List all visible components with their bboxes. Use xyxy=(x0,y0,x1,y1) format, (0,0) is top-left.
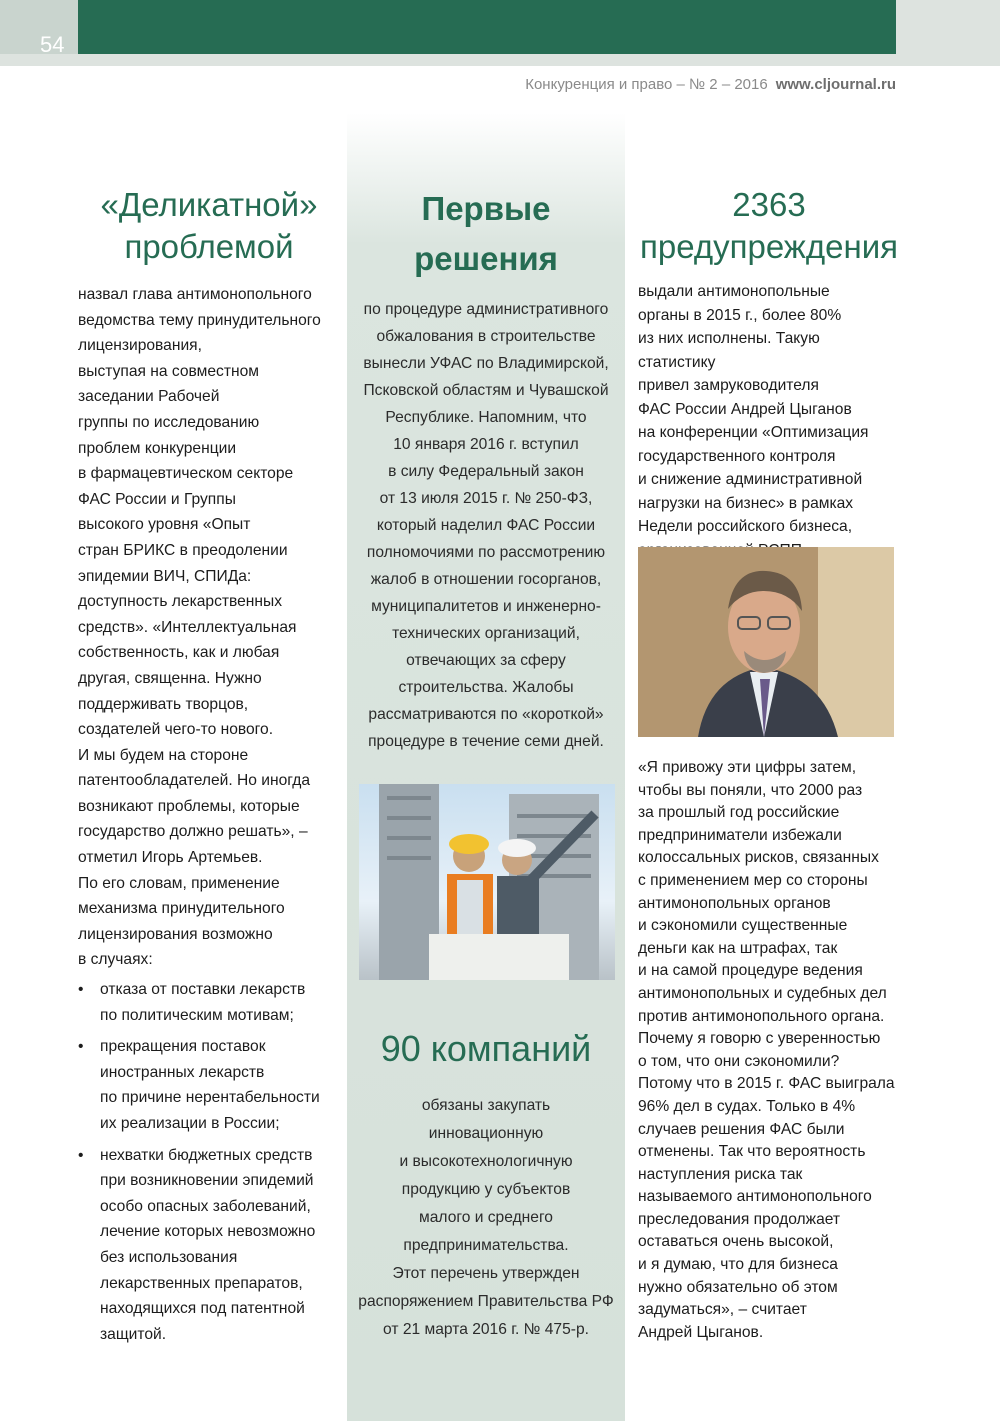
text-line: от 21 марта 2016 г. № 475-р. xyxy=(383,1321,589,1338)
text-line: выступая на совместном xyxy=(78,362,260,380)
text-line: ведомства тему принудительного xyxy=(78,311,321,329)
text-line: вынесли УФАС по Владимирской, xyxy=(363,355,609,372)
bullet-glyph: • xyxy=(78,1146,84,1164)
page-number: 54 xyxy=(40,32,65,57)
text-line: создателей чего-то нового. xyxy=(78,721,274,739)
companies-paragraph xyxy=(353,1092,619,1344)
text-line: проблем конкуренции xyxy=(78,439,237,457)
text-line: деньги как на штрафах, так xyxy=(638,939,838,957)
portrait-photo xyxy=(638,547,894,737)
text-line: муниципалитетов и инженерно- xyxy=(371,598,601,615)
text-line: ФАС России Андрей Цыганов xyxy=(638,400,852,418)
text-line: антимонопольных органов xyxy=(638,894,831,912)
portrait-illustration xyxy=(638,547,894,737)
left-paragraph xyxy=(78,282,340,973)
text-line: выдали антимонопольные xyxy=(638,283,830,300)
text-line: группы по исследованию xyxy=(78,413,260,431)
text-line: особо опасных заболеваний, xyxy=(100,1197,311,1215)
text-line: и высокотехнологичную xyxy=(399,1153,573,1170)
text-line: другая, священна. Нужно xyxy=(78,669,262,687)
text-line: без использования xyxy=(100,1248,238,1266)
right-heading-line: 2363 xyxy=(732,186,806,223)
text-line: на конференции «Оптимизация xyxy=(638,424,869,441)
bullet-list xyxy=(78,977,340,1347)
journal-site: www.cljournal.ru xyxy=(775,76,896,93)
right-quote xyxy=(638,757,900,1344)
text-line: Псковской областям и Чувашской xyxy=(363,382,609,399)
text-line: средств». «Интеллектуальная xyxy=(78,618,297,636)
text-line: жалоб в отношении госорганов, xyxy=(370,571,602,588)
text-line: механизма принудительного xyxy=(78,900,285,918)
text-line: патентообладателей. Но иногда xyxy=(78,772,311,790)
text-line: чтобы вы поняли, что 2000 раз xyxy=(638,781,863,799)
text-line: отказа от поставки лекарств xyxy=(100,981,306,999)
text-line: 96% дел в судах. Только в 4% xyxy=(638,1097,856,1115)
text-line: их реализации в России; xyxy=(100,1115,280,1132)
right-heading xyxy=(638,184,900,268)
text-line: лечение которых невозможно xyxy=(100,1223,316,1241)
text-line: процедуре в течение семи дней. xyxy=(368,733,604,750)
text-line: защитой. xyxy=(100,1325,167,1343)
text-line: в фармацевтическом секторе xyxy=(78,465,294,483)
construction-photo xyxy=(359,784,615,980)
text-line: иностранных лекарств xyxy=(100,1063,265,1081)
text-line: в силу Федеральный закон xyxy=(388,463,584,480)
text-line: нагрузки на бизнес» в рамках xyxy=(638,494,854,512)
text-line: Республике. Напомним, что xyxy=(385,409,587,426)
header-band-left xyxy=(0,0,78,54)
construction-illustration xyxy=(359,784,615,980)
text-line: государство должно решать», – xyxy=(78,823,308,841)
text-line: нехватки бюджетных средств xyxy=(100,1146,313,1164)
bullet-glyph: • xyxy=(78,981,84,999)
text-line: привел замруководителя xyxy=(638,377,819,394)
text-line: «Я привожу эти цифры затем, xyxy=(638,759,857,776)
text-line: Почему я говорю с уверенностью xyxy=(638,1030,881,1048)
right-heading-line: предупреждения xyxy=(639,228,899,265)
text-line: И мы будем на стороне xyxy=(78,746,249,764)
text-line: Этот перечень утвержден xyxy=(392,1265,580,1282)
text-line: отменены. Так что вероятность xyxy=(638,1143,866,1161)
middle-heading-line: решения xyxy=(414,240,558,277)
text-line: ФАС России и Группы xyxy=(78,490,236,508)
text-line: при возникновении эпидемий xyxy=(100,1172,314,1190)
journal-issue: Конкуренция и право – № 2 – 2016 xyxy=(525,76,768,93)
quote-paragraph xyxy=(638,757,900,1344)
text-line: собственность, как и любая xyxy=(78,644,280,662)
text-line: 10 января 2016 г. вступил xyxy=(393,436,579,453)
text-line: отвечающих за сферу xyxy=(406,652,566,669)
text-line: Потому что в 2015 г. ФАС выиграла xyxy=(638,1075,895,1093)
left-heading-line: проблемой xyxy=(124,228,294,265)
text-line: поддерживать творцов, xyxy=(78,695,249,713)
middle-heading-line: Первые xyxy=(421,190,551,227)
text-line: органы в 2015 г., более 80% xyxy=(638,306,842,324)
text-line: от 13 июля 2015 г. № 250-ФЗ, xyxy=(379,490,593,507)
header-band-dark xyxy=(78,0,896,54)
text-line: и на самой процедуре ведения xyxy=(638,962,863,980)
text-line: находящихся под патентной xyxy=(100,1300,305,1318)
middle-paragraph xyxy=(353,296,619,755)
text-line: технических организаций, xyxy=(392,625,580,642)
text-line: обжалования в строительстве xyxy=(376,328,596,345)
text-line: колоссальных рисков, связанных xyxy=(638,849,879,867)
text-line: о том, что они сэкономили? xyxy=(638,1052,840,1070)
text-line: который наделил ФАС России xyxy=(376,517,596,534)
middle-column xyxy=(353,184,619,755)
text-line: по причине нерентабельности xyxy=(100,1089,320,1107)
text-line: за прошлый год российские xyxy=(638,804,840,822)
text-line: заседании Рабочей xyxy=(78,388,220,406)
text-line: продукцию у субъектов xyxy=(401,1181,571,1198)
text-line: с применением мер со стороны xyxy=(638,871,868,889)
text-line: полномочиями по рассмотрению xyxy=(366,544,606,561)
text-line: рассматриваются по «короткой» xyxy=(368,706,604,723)
text-line: нужно обязательно об этом xyxy=(638,1278,838,1296)
text-line: По его словам, применение xyxy=(78,874,280,892)
text-line: наступления риска так xyxy=(638,1165,803,1183)
bullet-item xyxy=(78,1034,340,1136)
text-line: прекращения поставок xyxy=(100,1038,266,1056)
text-line: доступность лекарственных xyxy=(78,593,283,611)
running-header xyxy=(525,76,896,93)
text-line: случаев решения ФАС были xyxy=(638,1120,845,1138)
text-line: задуматься», – считает xyxy=(638,1301,807,1319)
text-line: лицензирования возможно xyxy=(78,925,273,943)
text-line: называемого антимонопольного xyxy=(638,1188,872,1206)
bullet-glyph: • xyxy=(78,1038,84,1056)
text-line: Недели российского бизнеса, xyxy=(638,518,853,535)
left-heading xyxy=(78,184,340,268)
text-line: по процедуре административного xyxy=(363,301,609,318)
text-line: Андрей Цыганов. xyxy=(638,1323,764,1341)
text-line: и я думаю, что для бизнеса xyxy=(638,1256,838,1274)
text-line: назвал глава антимонопольного xyxy=(78,286,312,303)
text-line: против антимонопольного органа. xyxy=(638,1007,885,1025)
text-line: возникают проблемы, которые xyxy=(78,797,300,815)
right-column xyxy=(638,184,900,562)
text-line: высокого уровня «Опыт xyxy=(78,516,251,534)
text-line: оставаться очень высокой, xyxy=(638,1233,834,1251)
middle-heading xyxy=(353,184,619,284)
text-line: государственного контроля xyxy=(638,447,836,465)
middle-column-lower xyxy=(353,1028,619,1344)
text-line: из них исполнены. Такую статистику xyxy=(638,330,820,371)
text-line: преследования продолжает xyxy=(638,1210,841,1228)
text-line: эпидемии ВИЧ, СПИДа: xyxy=(78,567,252,585)
bullet-item xyxy=(78,977,340,1028)
left-heading-line: «Деликатной» xyxy=(100,186,318,223)
text-line: лицензирования, xyxy=(78,337,202,355)
text-line: распоряжением Правительства РФ xyxy=(358,1293,614,1310)
left-column xyxy=(78,184,340,1353)
text-line: в случаях: xyxy=(78,951,153,969)
companies-heading: 90 компаний xyxy=(380,1028,592,1069)
text-line: по политическим мотивам; xyxy=(100,1006,294,1024)
text-line: стран БРИКС в преодолении xyxy=(78,541,288,559)
text-line: инновационную xyxy=(428,1125,544,1142)
right-paragraph xyxy=(638,280,900,562)
text-line: предпринимательства. xyxy=(403,1237,569,1254)
text-line: строительства. Жалобы xyxy=(398,679,574,696)
text-line: обязаны закупать xyxy=(421,1097,551,1114)
text-line: малого и среднего xyxy=(419,1209,553,1226)
text-line: предприниматели избежали xyxy=(638,826,842,844)
text-line: отметил Игорь Артемьев. xyxy=(78,849,263,867)
text-line: и сэкономили существенные xyxy=(638,917,848,935)
text-line: лекарственных препаратов, xyxy=(100,1274,303,1292)
text-line: и снижение административной xyxy=(638,471,863,488)
bullet-item xyxy=(78,1143,340,1348)
text-line: антимонопольных и судебных дел xyxy=(638,984,887,1002)
